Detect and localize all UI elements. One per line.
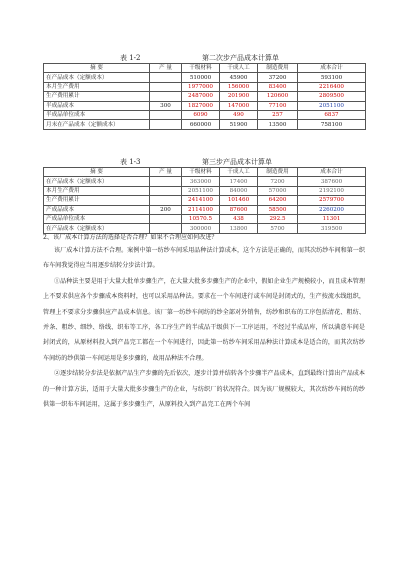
cell-value: 300000 (182, 224, 220, 233)
cell-value: 6837 (298, 110, 366, 119)
cell-value: 17400 (220, 177, 258, 186)
header-cell: 成本合计 (298, 64, 366, 73)
cell-value: 11301 (298, 214, 366, 223)
table-row (44, 101, 366, 110)
table-row (44, 92, 366, 101)
table-row (44, 110, 366, 119)
cell-value: 2051100 (182, 186, 220, 195)
row-label: 生产费用累计 (44, 92, 150, 101)
row-label: 本月生产费用 (44, 186, 150, 195)
row-label: 月末在产品成本（定额成本） (44, 120, 150, 129)
cell-value (150, 214, 182, 223)
table-row (44, 214, 366, 223)
cell-value: 10570.5 (182, 214, 220, 223)
header-cell: 制造费用 (258, 64, 298, 73)
table-row (44, 82, 366, 91)
header-cell: 摘 要 (44, 168, 150, 177)
header-cell: 干级材料 (182, 168, 220, 177)
cell-value: 758100 (298, 120, 366, 129)
cell-value: 37200 (258, 73, 298, 82)
row-label: 在产品成本（定额成本） (44, 73, 150, 82)
table-row (44, 196, 366, 205)
cell-value: 1977000 (182, 82, 220, 91)
cell-value: 2192100 (298, 186, 366, 195)
cell-value: 2414100 (182, 196, 220, 205)
cell-value (150, 73, 182, 82)
cell-value (150, 177, 182, 186)
question-line: 2、该厂成本计算方法的选择是否合理？如果不合理应如何改进？ (43, 234, 218, 241)
cell-value: 156000 (220, 82, 258, 91)
cell-value: 101460 (220, 196, 258, 205)
cell-value: 1827000 (182, 101, 220, 110)
header-cell: 制造费用 (258, 168, 298, 177)
cell-value: 6090 (182, 110, 220, 119)
cell-value: 2809500 (298, 92, 366, 101)
cell-value: 5700 (258, 224, 298, 233)
row-label: 在产品成本（定额成本） (44, 224, 150, 233)
header-row (44, 168, 366, 177)
table-row (44, 177, 366, 186)
cell-value: 660000 (182, 120, 220, 129)
header-row (44, 64, 366, 73)
table1-caption: 表 1-2 (120, 54, 141, 62)
row-label: 半成品单位成本 (44, 110, 150, 119)
paragraph-1: 该厂成本计算方法不合理。案例中第一纺纱车间采用品种法计算成本，这个方法是正确的，而其次纺纱车间和第一织布车间我觉得应当用逐步结转分步法计算。 (43, 247, 365, 270)
table2-caption: 表 1-3 (120, 158, 141, 166)
cell-value: 2216400 (298, 82, 366, 91)
cell-value: 83400 (258, 82, 298, 91)
header-cell: 干成人工 (220, 64, 258, 73)
cell-value: 7200 (258, 177, 298, 186)
cell-value: 292.5 (258, 214, 298, 223)
table-row (44, 205, 366, 214)
row-label: 产成品单位成本 (44, 214, 150, 223)
cell-value: 77100 (258, 101, 298, 110)
cell-value: 201900 (220, 92, 258, 101)
header-cell: 产 量 (150, 168, 182, 177)
cell-value: 200 (150, 205, 182, 214)
cell-value: 319500 (298, 224, 366, 233)
cell-value: 147000 (220, 101, 258, 110)
row-label: 生产费用累计 (44, 196, 150, 205)
cell-value: 84000 (220, 186, 258, 195)
row-label: 在产品成本（定额成本） (44, 177, 150, 186)
cell-value: 45900 (220, 73, 258, 82)
cost-table-step3 (43, 167, 366, 234)
row-label: 本月生产费用 (44, 82, 150, 91)
cell-value: 120600 (258, 92, 298, 101)
cell-value: 58500 (258, 205, 298, 214)
cell-value (150, 110, 182, 119)
cell-value: 57000 (258, 186, 298, 195)
header-cell: 干级材料 (182, 64, 220, 73)
cell-value: 2114100 (182, 205, 220, 214)
cell-value: 2051100 (298, 101, 366, 110)
row-label: 产成品成本 (44, 205, 150, 214)
cell-value: 2260200 (298, 205, 366, 214)
table-row (44, 73, 366, 82)
cell-value: 87600 (220, 205, 258, 214)
cell-value: 438 (220, 214, 258, 223)
cell-value (150, 82, 182, 91)
cell-value: 2579700 (298, 196, 366, 205)
header-cell: 成本合计 (298, 168, 366, 177)
header-cell: 摘 要 (44, 64, 150, 73)
cell-value: 363000 (182, 177, 220, 186)
cost-table-step2 (43, 63, 366, 130)
cell-value: 2487000 (182, 92, 220, 101)
table-row (44, 120, 366, 129)
paragraph-3: ②逐步结转分步法是依据产品生产步骤的先后依次，逐步计算并结转各个步骤半产品成本，直到最终计算出产品成本的一种计算方法，适用于大量大批多步骤生产的企业，与纺织厂的状况符合。因为该厂规模较大，其次纺纱车间纺的纱供第一织布车间运用，这属于多步骤生产，从原料投入到产品完工在两个车间 (43, 370, 365, 409)
table-row (44, 186, 366, 195)
body-text (43, 233, 365, 412)
cell-value: 13500 (258, 120, 298, 129)
cell-value (150, 186, 182, 195)
cell-value (150, 120, 182, 129)
cell-value: 300 (150, 101, 182, 110)
table1-title: 第二次步产品成本计算单 (202, 54, 279, 62)
cell-value (150, 224, 182, 233)
cell-value: 593100 (298, 73, 366, 82)
cell-value: 490 (220, 110, 258, 119)
paragraph-2: ①品种法主要是用于大量大批单步骤生产，在大量大批多步骤生产的企业中，假如企业生产规模较小，而且成本管理上不要求供应各个步骤成本资料时，也可以采用品种法。要求在一个车间进行或车间是封闭式的，生产按流水线组织，管理上不要求分步骤供应产品成本信息。该厂第一纺纱车间纺的纱全部对外销售，纺纱和织布的工序包括清花、粗纺、并条、粗纱、细纱、络线、织布等工序，各工序生产的半成品干级供下一工序运用，不经过半成品库，所以满意车间是封闭式的，从原材料投入到产品完工都在一个车间进行，因此第一纺纱车间采用品种法计算成本是适合的，而其次纺纱车间纺的纱供第一车间运用是多步骤的，故用品种法不合理。 (43, 277, 365, 362)
cell-value: 64200 (258, 196, 298, 205)
table-row (44, 224, 366, 233)
cell-value (150, 196, 182, 205)
cell-value: 510000 (182, 73, 220, 82)
table2-title: 第三步产品成本计算单 (202, 158, 272, 166)
row-label: 半成品成本 (44, 101, 150, 110)
cell-value: 13800 (220, 224, 258, 233)
header-cell: 产 量 (150, 64, 182, 73)
cell-value: 51900 (220, 120, 258, 129)
cell-value (150, 92, 182, 101)
cell-value: 387600 (298, 177, 366, 186)
cell-value: 257 (258, 110, 298, 119)
header-cell: 干成人工 (220, 168, 258, 177)
